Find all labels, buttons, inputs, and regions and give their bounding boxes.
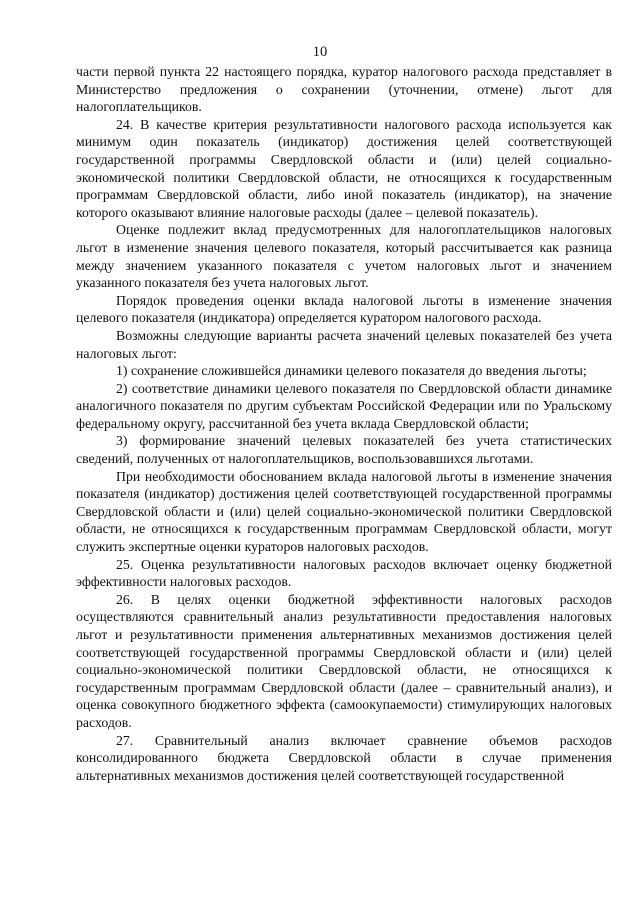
- paragraph-option-3: 3) формирование значений целевых показателей без учета статистических сведений, полученных от налогоплательщиков, воспользовавшихся льготами.: [76, 433, 612, 467]
- paragraph-expert-estimates: При необходимости обоснованием вклада налоговой льготы в изменение значения показателя (индикатор) достижения целей соответствующей государственной программы Свердловской области и (или) целей социально-экономической политики Свердловской области, не относящихся к государственным программам Свердловской области, могут служить экспертные оценки кураторов налоговых расходов.: [76, 468, 612, 555]
- page-number: 10: [312, 44, 328, 60]
- paragraph-item-27: 27. Сравнительный анализ включает сравнение объемов расходов консолидированного бюджета Свердловской области в случае применения альтернативных механизмов достижения целей соответствующей государственной: [76, 732, 612, 783]
- paragraph-item-25: 25. Оценка результативности налоговых расходов включает оценку бюджетной эффективности налоговых расходов.: [76, 556, 612, 590]
- paragraph-continuation: части первой пункта 22 настоящего порядка, куратор налогового расхода представляет в Министерство предложения о сохранении (уточнении, отмене) льгот для налогоплательщиков.: [76, 64, 612, 115]
- paragraph-item-24: 24. В качестве критерия результативности налогового расхода используется как минимум один показатель (индикатор) достижения целей соответствующей государственной программы Свердловской области и (или) целей социально-экономической политики Свердловской области, не относящихся к государственным программам Свердловской области, либо иной показатель (индикатор), на значение которого оказывают влияние налоговые расходы (далее – целевой показатель).: [76, 116, 612, 220]
- paragraph-procedure: Порядок проведения оценки вклада налоговой льготы в изменение значения целевого показателя (индикатора) определяется куратором налогового расхода.: [76, 292, 612, 326]
- paragraph-option-2: 2) соответствие динамики целевого показателя по Свердловской области динамике аналогичного показателя по другим субъектам Российской Федерации или по Уральскому федеральному округу, рассчитанной без учета вклада Свердловской области;: [76, 380, 612, 431]
- paragraph-options-intro: Возможны следующие варианты расчета значений целевых показателей без учета налоговых льгот:: [76, 327, 612, 361]
- paragraph-assessment: Оценке подлежит вклад предусмотренных для налогоплательщиков налоговых льгот в изменение значения целевого показателя, который рассчитывается как разница между значением указанного показателя с учетом налоговых льгот и значением указанного показателя без учета налоговых льгот.: [76, 222, 612, 291]
- paragraph-item-26: 26. В целях оценки бюджетной эффективности налоговых расходов осуществляются сравнительный анализ результативности предоставления налоговых льгот и результативности применения альтернативных механизмов достижения целей соответствующей государственной программы Свердловской области и (или) целей социально-экономической политики Свердловской области, не относящихся к государственным программам Свердловской области (далее – сравнительный анализ), и оценка совокупного бюджетного эффекта (самоокупаемости) стимулирующих налоговых расходов.: [76, 591, 612, 730]
- paragraph-option-1: 1) сохранение сложившейся динамики целевого показателя до введения льготы;: [116, 363, 587, 379]
- document-body: [76, 63, 612, 784]
